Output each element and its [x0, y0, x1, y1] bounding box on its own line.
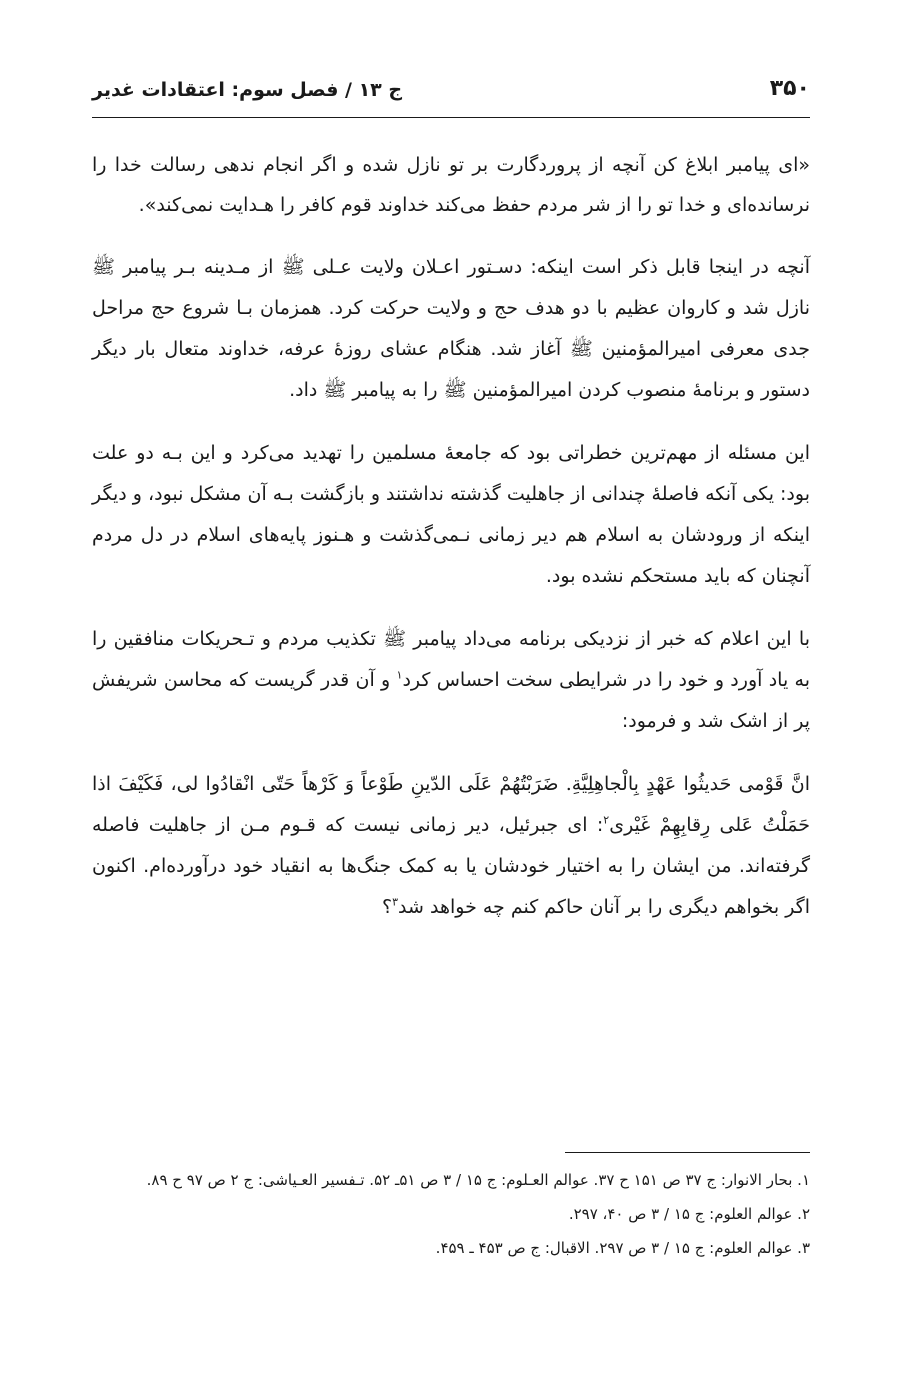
paragraph-text: با این اعلام که خبر از نزدیکی برنامه می‌داد پیامبر ﷺ تکذیب مردم و تـحریکات منافقین را به یاد آورد و خود را در شرایطی سخت احساس کرد [92, 628, 811, 691]
page-number: ۳۵۰ [769, 76, 810, 101]
footnote-ref-1[interactable]: ۱ [396, 668, 403, 682]
running-header [92, 74, 810, 114]
footnote-3: ۳. عوالم العلوم: ج ۱۵ / ۳ ص ۲۹۷. الاقبال: ج ص ۴۵۳ ـ ۴۵۹. [435, 1239, 810, 1257]
footnote-ref-3[interactable]: ۳ [392, 895, 399, 909]
paragraph-prophet-concern [92, 619, 810, 742]
paragraph-command-announcement: آنچه در اینجا قابل ذکر است اینکه: دسـتور اعـلان ولایت عـلی ﷺ از مـدینه بـر پیامبر ﷺ نازل شد و کاروان عظیم با دو هدف حج و ولایت حرکت کرد. همزمان بـا شروع حج مراحل جدی معرفی امیرالمؤمنین ﷺ آغاز شد. هنگام عشای روزهٔ عرفه، خداوند متعال بار دیگر دستور و برنامهٔ منصوب کردن امیرالمؤمنین ﷺ را به پیامبر ﷺ داد. [92, 256, 810, 401]
header-divider [92, 117, 810, 118]
arabic-hadith-quote: انَّ قَوْمی حَدیثُوا عَهْدٍ بِالْجاهِلِیَّةِ. ضَرَبْتُهُمْ عَلَی الدّینِ طَوْعاً وَ کَرْهاً حَتّی انْقادُوا لی، فَکَیْفَ اذا حَمَلْتُ عَلی رِقابِهِمْ غَیْری [92, 773, 810, 836]
paragraph-hadith [92, 764, 810, 928]
hadith-translation: : ای جبرئیل، دیر زمانی نیست که قـوم مـن از جاهلیت فاصله گرفته‌اند. من ایشان را به اختیار خودشان یا به کمک جنگ‌ها به انقیاد خود درآورده‌ام. اکنون اگر بخواهم دیگری را بر آنان حاکم کنم چه خواهد شد [92, 814, 810, 918]
paragraph-text: و آن قدر گریست که محاسن شریفش پر از اشک شد و فرمود: [92, 669, 810, 732]
footnotes [92, 1166, 810, 1268]
footnote-divider [565, 1152, 810, 1153]
footnote-ref-2[interactable]: ۲ [603, 813, 610, 827]
body-text [92, 145, 810, 928]
paragraph-quran-translation: «ای پیامبر ابلاغ کن آنچه از پروردگارت بر تو نازل شده و اگر انجام ندهی رسالت خدا را نرسانده‌ای و خدا تو را از شر مردم حفظ می‌کند خداوند قوم کافر را هـدایت نمی‌کند». [92, 154, 810, 216]
paragraph-danger-reasons: این مسئله از مهم‌ترین خطراتی بود که جامعهٔ مسلمین را تهدید می‌کرد و این بـه دو علت بود: یکی آنکه فاصلهٔ چندانی از جاهلیت گذشته نداشتند و بازگشت بـه آن مشکل نبود، و دیگر اینکه از ورودشان به اسلام هم دیر زمانی نـمی‌گذشت و هـنوز پایه‌های اسلام در دل مردم آنچنان که باید مستحکم نشده بود. [92, 442, 810, 587]
question-mark: ؟ [382, 896, 393, 918]
footnote-2: ۲. عوالم العلوم: ج ۱۵ / ۳ ص ۴۰، ۲۹۷. [568, 1205, 810, 1223]
footnote-1: ۱. بحار الانوار: ج ۳۷ ص ۱۵۱ ح ۳۷. عوالم العـلوم: ج ۱۵ / ۳ ص ۵۱ـ ۵۲. تـفسیر العـیاشی: ج ۲ ص ۹۷ ح ۸۹. [146, 1171, 810, 1189]
running-title: ج ۱۳ / فصل سوم: اعتقادات غدیر [92, 79, 403, 101]
